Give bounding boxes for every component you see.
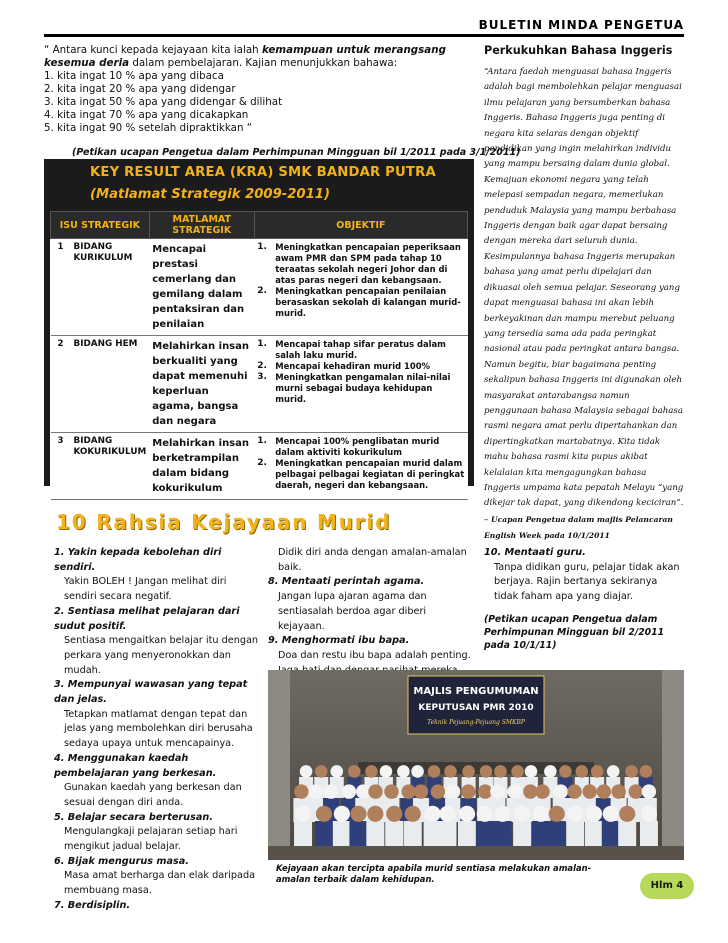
- quote-item: 1. kita ingat 10 % apa yang dibaca: [44, 70, 224, 82]
- objective-item: 2. Mencapai kehadiran murid 100%: [257, 361, 430, 371]
- banner-line-3: Teknik Pejuang-Pejuang SMKBP: [427, 719, 525, 726]
- tip-heading: 4. Menggunakan kaedah pembelajaran yang berkesan.: [54, 752, 217, 779]
- tip-body: Didik diri anda dengan amalan-amalan baik.: [278, 547, 467, 573]
- group-photo-image: [268, 670, 684, 860]
- quote-item: 2. kita ingat 20 % apa yang didengar: [44, 83, 236, 95]
- kra-header-objektif: OBJEKTIF: [254, 212, 467, 239]
- kra-title: KEY RESULT AREA (KRA) SMK BANDAR PUTRA: [90, 165, 436, 180]
- kra-header-matlamat: MATLAMAT STRATEGIK: [149, 212, 254, 239]
- english-article: [484, 44, 684, 545]
- quote-item: 4. kita ingat 70 % apa yang dicakapkan: [44, 109, 249, 121]
- tip-body: Yakin BOLEH ! Jangan melihat diri sendiri secara negatif.: [64, 576, 227, 603]
- row-objektif: [254, 336, 467, 433]
- tip-heading: 1. Yakin kepada kebolehan diri sendiri.: [54, 547, 222, 573]
- banner-line-1: MAJLIS PENGUMUMAN: [413, 686, 539, 697]
- table-row: [51, 433, 468, 500]
- tip-heading: 10. Mentaati guru.: [484, 547, 586, 558]
- tip-heading: 9. Menghormati ibu bapa.: [268, 635, 410, 647]
- row-isu: BIDANG HEM: [71, 336, 150, 433]
- table-row: [51, 239, 468, 336]
- quote-emphasis: kemampuan untuk merangsang kesemua deria: [44, 44, 446, 69]
- quote-rest: dalam pembelajaran. Kajian menunjukkan bahawa:: [129, 57, 398, 69]
- banner-line-2: KEPUTUSAN PMR 2010: [418, 703, 534, 713]
- masthead: BULETIN MINDA PENGETUA: [478, 18, 684, 32]
- english-source: Ucapan Pengetua dalam majlis Pelancaran English Week pada 10/1/2011: [484, 514, 673, 541]
- objective-item: 1. Mencapai tahap sifar peratus dalam salah laku murid.: [257, 339, 446, 360]
- tip-heading: 8. Mentaati perintah agama.: [268, 576, 425, 588]
- row-isu: BIDANG KURIKULUM: [71, 239, 150, 336]
- row-number: 2: [51, 336, 71, 433]
- kra-panel: [44, 159, 474, 494]
- principal-quote: [44, 44, 474, 135]
- tip-heading: 2. Sentiasa melihat pelajaran dari sudut positif.: [54, 605, 240, 632]
- quote-lead: “ Antara kunci kepada kejayaan kita ialah: [44, 44, 262, 56]
- photo-caption: Kejayaan akan tercipta apabila murid sentiasa melakukan amalan-amalan terbaik dalam kehidupan.: [276, 863, 592, 884]
- kra-header-isu: ISU STRATEGIK: [51, 212, 150, 239]
- row-objektif: [254, 433, 467, 500]
- tip-body: Masa amat berharga dan elak daripada membuang masa.: [64, 870, 256, 897]
- tip-heading: 6. Bijak mengurus masa.: [54, 855, 189, 867]
- page-number-badge: Hlm 4: [640, 873, 694, 899]
- masthead-rule: [44, 34, 684, 37]
- rahsia-column-3: [484, 546, 684, 652]
- quote-item: 3. kita ingat 50 % apa yang didengar & dilihat: [44, 96, 283, 108]
- tip-body: Jangan lupa ajaran agama dan sentiasalah berdoa agar diberi kejayaan.: [278, 591, 427, 632]
- tip-body: Gunakan kaedah yang berkesan dan sesuai dengan diri anda.: [64, 782, 242, 808]
- objective-item: 2. Meningkatkan pencapaian murid dalam pelbagai pelbagai kegiatan di peringkat daerah, negeri dan kebangsaan.: [257, 458, 465, 490]
- row-matlamat: Melahirkan insan berketrampilan dalam bidang kokurikulum: [149, 433, 254, 500]
- tip-heading: 5. Belajar secara berterusan.: [54, 811, 213, 823]
- row-number: 3: [51, 433, 71, 500]
- kra-table: [50, 211, 468, 500]
- english-body: “Antara faedah menguasai bahasa Inggeris adalah bagi membolehkan pelajar menguasai ilmu pelajaran yang bersumberkan bahasa Inggeris. Bahasa Inggeris juga penting di negara kita selaras dengan objektif pendidikan yang ingin melahirkan individu yang mampu bersaing dalam dunia global. Kemajuan ekonomi negara yang telah melepasi sempadan negara, memerlukan penduduk Malaysia yang mampu berbahasa Inggeris dengan baik agar dapat bersaing dengan mereka dari seluruh dunia. Kesimpulannya bahasa Inggeris merupakan bahasa yang amat perlu dipelajari dan dikuasai oleh semua pelajar. Seseorang yang dapat menguasai bahasa ini akan lebih berkeyakinan dan mampu merebut peluang yang tersedia sama ada pada peringkat nasional atau pada peringkat antara bangsa. Namun begitu, biar bagaimana penting sekalipun bahasa Inggeris ini digunakan oleh masyarakat antarabangsa namun penggunaan bahasa Malaysia sebagai bahasa rasmi negara amat perlu dipertahankan dan dipertingkatkan martabatnya. Kita tidak mahu bahasa rasmi kita pupus akibat kelalaian kita mengagungkan bahasa Inggeris umpama kata pepatah Melayu “yang dikejar tak dapat, yang dikendong keciciran”. – Ucapan Pengetua dalam majlis Pelancaran English Week pada 10/1/2011: [484, 67, 684, 541]
- objective-item: 1. Mencapai 100% penglibatan murid dalam aktiviti kokurikulum: [257, 436, 440, 457]
- row-isu: BIDANG KOKURIKULUM: [71, 433, 150, 500]
- rahsia-column-2: [268, 546, 473, 678]
- row-matlamat: Mencapai prestasi cemerlang dan gemilang dalam pentaksiran dan penilaian: [149, 239, 254, 336]
- quote-source: (Petikan ucapan Pengetua dalam Perhimpunan Mingguan bil 1/2011 pada 3/1/2011): [72, 147, 521, 158]
- kra-subtitle: (Matlamat Strategik 2009-2011): [90, 187, 330, 202]
- row-number: 1: [51, 239, 71, 336]
- rahsia-column-1: [54, 546, 259, 914]
- objective-item: 2. Meningkatkan pencapaian penilaian berasaskan sekolah di kalangan murid-murid.: [257, 286, 461, 318]
- objective-item: 3. Meningkatkan pengamalan nilai-nilai murni sebagai budaya kehidupan murid.: [257, 372, 451, 404]
- rahsia-title: 10 Rahsia Kejayaan Murid: [56, 510, 392, 534]
- objective-item: 1. Meningkatkan pencapaian peperiksaan awam PMR dan SPM pada tahap 10 teraatas sekolah negeri Johor dan di atas paras negeri dan kebangsaan.: [257, 242, 461, 285]
- tip-heading: 7. Berdisiplin.: [54, 899, 131, 911]
- tip-body: Mengulangkaji pelajaran setiap hari mengikut jadual belajar.: [64, 826, 238, 853]
- english-title: Perkukuhkan Bahasa Inggeris: [484, 44, 673, 57]
- group-photo: [268, 670, 684, 860]
- tip-body: Doa dan restu ibu bapa adalah penting.: [278, 649, 471, 661]
- row-matlamat: Melahirkan insan berkualiti yang dapat memenuhi keperluan agama, bangsa dan negara: [149, 336, 254, 433]
- tip-body: Sentiasa mengaitkan belajar itu dengan perkara yang menyeronokkan dan mudah.: [64, 635, 259, 676]
- rahsia-source: (Petikan ucapan Pengetua dalam Perhimpunan Mingguan bil 2/2011 pada 10/1/11): [484, 613, 665, 651]
- row-objektif: [254, 239, 467, 336]
- tip-heading: 3. Mempunyai wawasan yang tepat dan jelas.: [54, 679, 248, 706]
- quote-item: 5. kita ingat 90 % setelah dipraktikkan “: [44, 122, 253, 134]
- tip-body: Tanpa didikan guru, pelajar tidak akan berjaya. Rajin bertanya sekiranya tidak faham apa yang diajar.: [494, 561, 680, 603]
- tip-body: Tetapkan matlamat dengan tepat dan jelas yang membolehkan diri berusaha sedaya upaya untuk mencapainya.: [64, 708, 253, 750]
- table-row: [51, 336, 468, 433]
